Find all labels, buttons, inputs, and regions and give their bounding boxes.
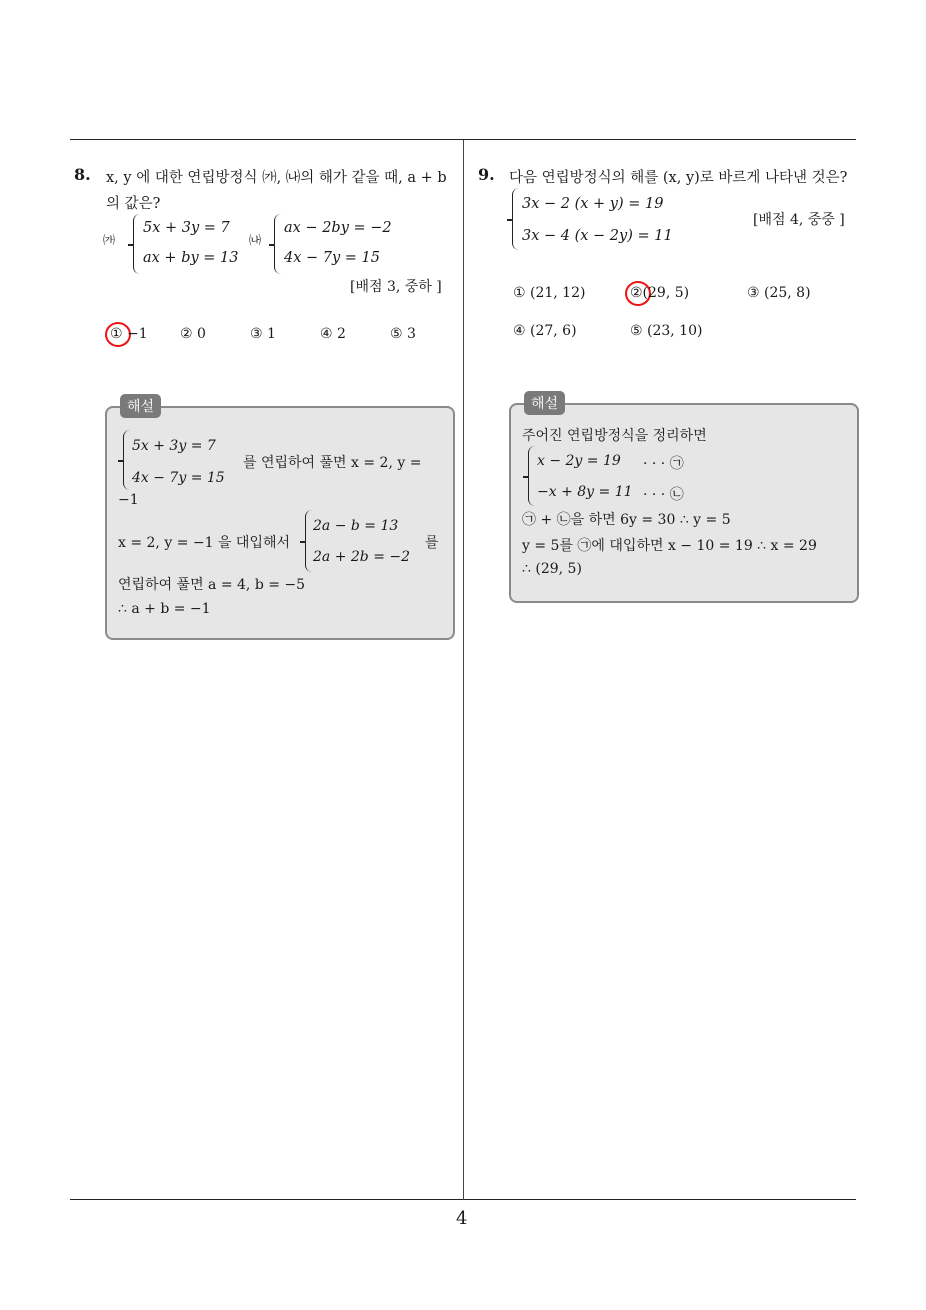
question-number: 9. <box>478 165 495 184</box>
question-text: x, y 에 대한 연립방정식 ㈎, ㈏의 해가 같을 때, a + b <box>106 170 447 186</box>
equation: 3x − 4 (x − 2y) = 11 <box>522 228 673 244</box>
solution-text: 를 연립하여 풀면 x = 2, y = <box>243 455 422 471</box>
column-divider <box>463 140 464 1200</box>
brace <box>512 188 519 250</box>
solution-tag: 해설 <box>524 391 565 415</box>
equation: 3x − 2 (x + y) = 19 <box>522 196 664 212</box>
equation: x − 2y = 19 <box>537 453 621 469</box>
equation: 5x + 3y = 7 <box>143 220 230 236</box>
choice-3[interactable]: ③ 1 <box>250 326 276 342</box>
brace <box>123 430 130 490</box>
equation-marker: · · · ㉠ <box>643 456 684 472</box>
choice-5[interactable]: ⑤ 3 <box>390 326 416 342</box>
brace <box>133 214 140 274</box>
solution-text: 를 <box>425 535 439 551</box>
score-label: [배점 4, 중중 ] <box>753 212 845 228</box>
solution-text: −1 <box>118 492 139 508</box>
choice-4[interactable]: ④ (27, 6) <box>513 323 577 339</box>
solution-text: ∴ a + b = −1 <box>118 601 211 617</box>
system-label-na: ㈏ <box>249 233 262 247</box>
equation: 2a + 2b = −2 <box>313 549 411 565</box>
solution-text: ∴ (29, 5) <box>522 561 582 577</box>
page-number: 4 <box>456 1208 468 1229</box>
solution-tag: 해설 <box>120 394 161 418</box>
question-text: 의 값은? <box>106 196 161 212</box>
solution-text: y = 5를 ㉠에 대입하면 x − 10 = 19 ∴ x = 29 <box>522 538 817 554</box>
equation: 4x − 7y = 15 <box>132 470 225 486</box>
score-label: [배점 3, 중하 ] <box>350 279 442 295</box>
equation: 4x − 7y = 15 <box>284 250 381 266</box>
equation: ax − 2by = −2 <box>284 220 392 236</box>
system-label-ga: ㈎ <box>103 233 116 247</box>
equation: ax + by = 13 <box>143 250 239 266</box>
choice-2[interactable]: ②(29, 5) <box>630 285 690 301</box>
question-text: 다음 연립방정식의 해를 (x, y)로 바르게 나타낸 것은? <box>509 170 848 186</box>
equation-marker: · · · ㉡ <box>643 487 684 503</box>
choice-5[interactable]: ⑤ (23, 10) <box>630 323 703 339</box>
equation: 2a − b = 13 <box>313 518 399 534</box>
choice-1[interactable]: ① −1 <box>110 326 148 342</box>
solution-text: ㉠ + ㉡을 하면 6y = 30 ∴ y = 5 <box>522 512 731 528</box>
equation: 5x + 3y = 7 <box>132 438 216 454</box>
equation: −x + 8y = 11 <box>537 484 633 500</box>
choice-1[interactable]: ① (21, 12) <box>513 285 586 301</box>
brace <box>528 446 535 506</box>
choice-3[interactable]: ③ (25, 8) <box>747 285 811 301</box>
brace <box>305 510 312 572</box>
choice-2[interactable]: ② 0 <box>180 326 206 342</box>
solution-text: 주어진 연립방정식을 정리하면 <box>522 428 707 444</box>
solution-text: x = 2, y = −1 을 대입해서 <box>118 535 291 551</box>
choice-4[interactable]: ④ 2 <box>320 326 346 342</box>
brace <box>274 214 281 274</box>
question-number: 8. <box>74 165 91 184</box>
solution-text: 연립하여 풀면 a = 4, b = −5 <box>118 577 306 593</box>
